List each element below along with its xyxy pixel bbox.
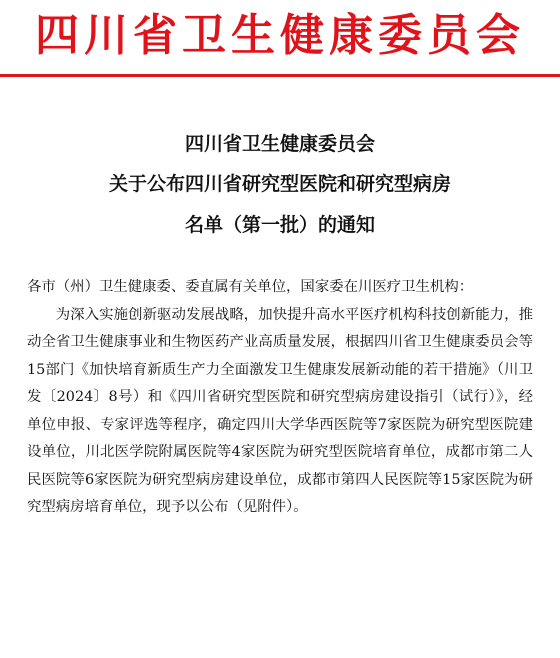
doc-body <box>27 274 533 522</box>
masthead-divider <box>0 74 560 77</box>
doc-title-line3: 名单（第一批）的通知 <box>184 214 375 236</box>
doc-title-line1: 四川省卫生健康委员会 <box>184 133 375 155</box>
masthead-title: 四川省卫生健康委员会 <box>35 10 525 61</box>
doc-title-line2: 关于公布四川省研究型医院和研究型病房 <box>108 173 451 195</box>
salutation: 各市（州）卫生健康委、委直属有关单位，国家委在川医疗卫生机构： <box>27 279 474 295</box>
paragraph-1: 为深入实施创新驱动发展战略，加快提升高水平医疗机构科技创新能力，推动全省卫生健康事业和生物医药产业高质量发展，根据四川省卫生健康委员会等15部门《加快培育新质生产力全面激发卫生健康发展新动能的若干措施》（川卫发〔2024〕8号）和《四川省研究型医院和研究型病房建设指引（试行）》，经单位申报、专家评选等程序，确定四川大学华西医院等7家医院为研究型医院建设单位，川北医学院附属医院等4家医院为研究型医院培育单位，成都市第二人民医院等6家医院为研究型病房建设单位，成都市第四人民医院等15家医院为研究型病房培育单位，现予以公布（见附件）。 <box>27 306 533 515</box>
